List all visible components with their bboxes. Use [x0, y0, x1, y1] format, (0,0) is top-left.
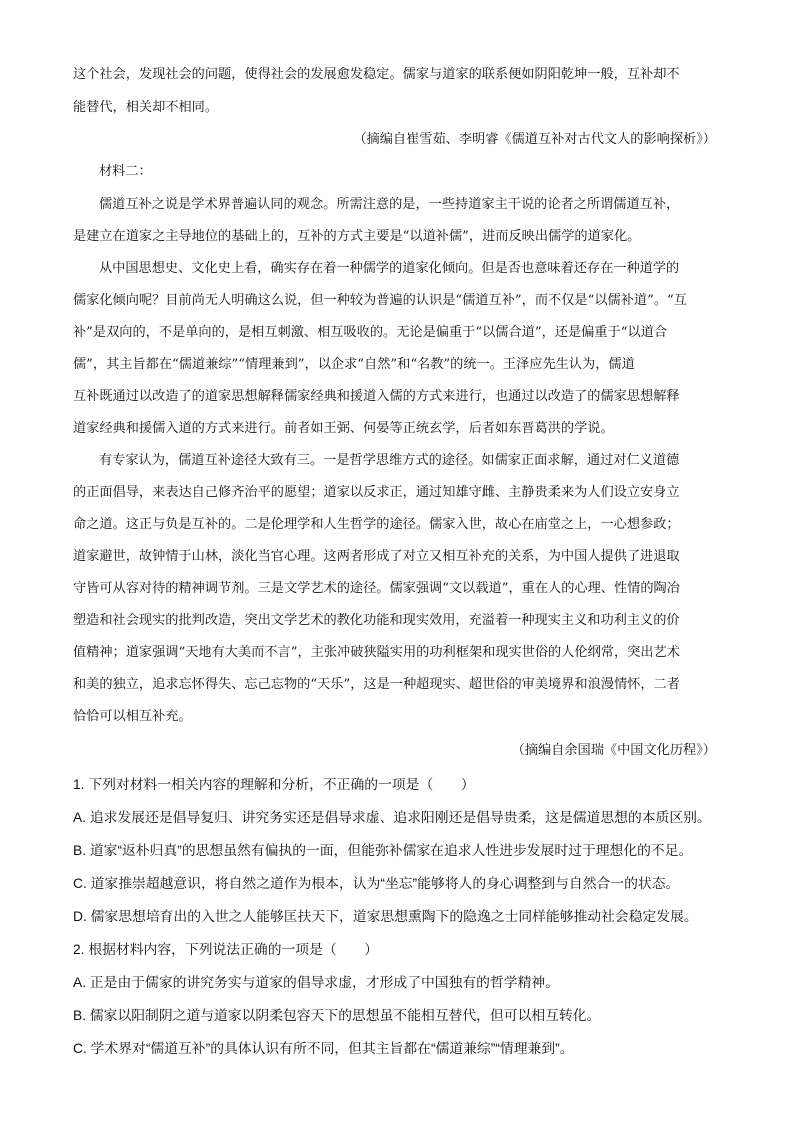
material2-line: 互补既通过以改造了的道家思想解释儒家经典和援道入儒的方式来进行，也通过以改造了的儒家思想解释: [73, 389, 680, 404]
material2-heading: 材料二：: [99, 164, 152, 179]
option-d: D. 儒家思想培育出的入世之人能够匡扶天下，道家思想熏陶下的隐逸之士同样能够推动社会稳定发展。: [73, 909, 698, 924]
material2-line: 塑造和社会现实的批判改造，突出文学艺术的教化功能和现实效用，充溢着一种现实主义和功利主义的价: [73, 613, 680, 628]
material1-line: 能替代，相关却不相同。: [73, 100, 219, 115]
material2-line: 恰恰可以相互补充。: [73, 709, 192, 724]
material2-line: 儒”，其主旨都在“儒道兼综”“情理兼到”，以企求“自然”和“名教”的统一。王泽应先生认为，儒道: [73, 357, 635, 372]
material2-line: 和美的独立，追求忘怀得失、忘己忘物的“天乐”，这是一种超现实、超世俗的审美境界和浪漫情怀，二者: [73, 677, 680, 692]
material2-line: 命之道。这正与负是互补的。二是伦理学和人生哲学的途径。儒家入世，故心在庙堂之上，一心想参政；: [73, 517, 680, 532]
option-c: C. 道家推崇超越意识，将自然之道作为根本，认为“坐忘”能够将人的身心调整到与自然合一的状态。: [73, 876, 680, 891]
material2-line: 从中国思想史、文化史上看，确实存在着一种儒学的道家化倾向。但是否也意味着还存在一种道学的: [99, 261, 680, 276]
material2-line: 值精神；道家强调“天地有大美而不言”，主张冲破狭隘实用的功利框架和现实世俗的人伦纲常，突出艺术: [73, 645, 680, 660]
option-a: A. 正是由于儒家的讲究务实与道家的倡导求虚，才形成了中国独有的哲学精神。: [73, 975, 559, 990]
option-c: C. 学术界对“儒道互补”的具体认识有所不同，但其主旨都在“儒道兼综”“情理兼到”。: [73, 1041, 574, 1056]
material2-line: 道家避世，故钟情于山林，淡化当官心理。这两者形成了对立又相互补充的关系，为中国人提供了进退取: [73, 549, 680, 564]
material2-line: 儒道互补之说是学术界普遍认同的观念。所需注意的是，一些持道家主干说的论者之所谓儒道互补，: [99, 197, 680, 212]
material2-line: 补”是双向的，不是单向的，是相互刺激、相互吸收的。无论是偏重于“以儒合道”，还是偏重于“以道合: [73, 325, 668, 340]
material2-line: 道家经典和援儒入道的方式来进行。前者如王弼、何晏等正统玄学，后者如东晋葛洪的学说。: [73, 421, 614, 436]
material2-source: （摘编自余国瑞《中国文化历程》）: [511, 743, 716, 758]
question-stem: 1. 下列对材料一相关内容的理解和分析，不正确的一项是（ ）: [73, 777, 475, 792]
material2-line: 的正面倡导，来表达自己修齐治平的愿望；道家以反求正，通过知雄守雌、主静贵柔来为人们设立安身立: [73, 485, 680, 500]
material1-line: 这个社会，发现社会的问题，使得社会的发展愈发稳定。儒家与道家的联系便如阴阳乾坤一般，互补却不: [73, 67, 680, 82]
question-stem: 2. 根据材料内容，下列说法正确的一项是（ ）: [73, 942, 379, 957]
option-b: B. 儒家以阳制阴之道与道家以阴柔包容天下的思想虽不能相互替代，但可以相互转化。: [73, 1008, 601, 1023]
material2-line: 儒家化倾向呢？目前尚无人明确这么说，但一种较为普遍的认识是“儒道互补”，而不仅是“以儒补道”。“互: [73, 293, 687, 308]
option-b: B. 道家“返朴归真”的思想虽然有偏执的一面，但能弥补儒家在追求人性进步发展时过于理想化的不足。: [73, 843, 693, 858]
material2-line: 是建立在道家之主导地位的基础上的，互补的方式主要是“以道补儒”，进而反映出儒学的道家化。: [73, 229, 641, 244]
material1-source: （摘编自崔雪茹、李明睿《儒道互补对古代文人的影响探析》）: [353, 132, 716, 147]
material2-line: 守皆可从容对待的精神调节剂。三是文学艺术的途径。儒家强调“文以载道”，重在人的心理、性情的陶冶: [73, 581, 680, 596]
option-a: A. 追求发展还是倡导复归、讲究务实还是倡导求虚、追求阳刚还是倡导贵柔，这是儒道思想的本质区别。: [73, 810, 711, 825]
material2-line: 有专家认为，儒道互补途径大致有三。一是哲学思维方式的途径。如儒家正面求解，通过对仁义道德: [99, 453, 680, 468]
